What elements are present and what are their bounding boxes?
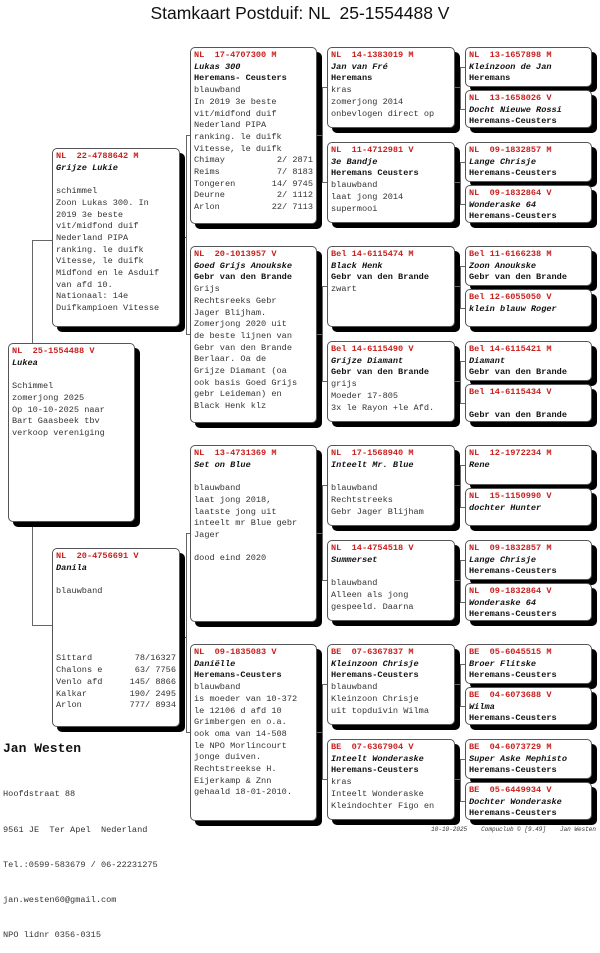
note-line: ook oma van 14-508: [194, 728, 287, 739]
result-row: [56, 665, 176, 677]
breeder: [12, 369, 131, 381]
owner-name: Jan Westen: [3, 741, 82, 756]
breeder: Heremans-Ceusters: [331, 765, 419, 776]
connector-line: [460, 507, 465, 508]
note-line: zwart: [331, 284, 357, 295]
ring-number: NL 17-4707300 M: [194, 50, 277, 60]
note-line: gebr Leideman) en: [194, 389, 282, 400]
pigeon-name: Lange Chrisje: [469, 554, 537, 565]
connector-line: [460, 308, 465, 309]
note-line: gehaald 18-01-2010.: [194, 787, 292, 798]
pigeon-name: Super Aske Mephisto: [469, 753, 567, 764]
result-race: Arlon: [56, 700, 82, 711]
pigeon-name: [469, 399, 588, 411]
pigeon-name: Black Henk: [331, 260, 383, 271]
pigeon-name: Diamant: [469, 355, 506, 366]
result-place: 78/16327: [134, 653, 176, 664]
ring-number: NL 20-4756691 V: [56, 551, 139, 561]
note-line: Kleinzoon Chrisje: [331, 693, 419, 704]
connector-line: [460, 162, 465, 163]
breeder: Gebr van den Brande: [469, 272, 567, 283]
ring-number: NL 11-4712981 V: [331, 145, 414, 155]
pigeon-name: Dochter Wonderaske: [469, 796, 562, 807]
pigeon-card-gg-grandparent[interactable]: [465, 47, 592, 87]
owner-city: 9561 JE Ter Apel Nederland: [3, 824, 148, 835]
connector-line: [460, 67, 465, 68]
note-line: laat jong 2014: [331, 191, 404, 202]
ring-number: BE 07-6367904 V: [331, 742, 414, 752]
breeder: Heremans-Ceusters: [469, 713, 557, 724]
result-race: Venlo afd: [56, 676, 103, 687]
connector-line: [460, 560, 465, 561]
pigeon-card-gg-grandparent[interactable]: [465, 687, 592, 725]
note-line: laat jong 2018,: [194, 494, 272, 505]
pigeon-name: dochter Hunter: [469, 502, 542, 513]
result-race: Chalons e: [56, 665, 103, 676]
pigeon-card-subject[interactable]: [8, 343, 135, 522]
note-line: Vitesse, le duifk: [56, 256, 144, 267]
note-line: Duifkampioen Vitesse: [56, 303, 160, 314]
breeder: [56, 574, 176, 586]
pigeon-name: Inteelt Wonderaske: [331, 753, 424, 764]
note-line: ook basis Goed Grijs: [194, 377, 298, 388]
note-line: gespeeld. Daarna: [331, 601, 414, 612]
note-line: Alleen als jong: [331, 589, 409, 600]
note-line: In 2019 3e beste: [194, 96, 277, 107]
note-line: blauwband: [331, 483, 378, 494]
breeder: Gebr van den Brande: [331, 272, 429, 283]
note-line: Gebr van den Brande: [194, 342, 292, 353]
connector-line: [322, 87, 327, 88]
result-row: [56, 677, 176, 689]
note-line: Grijze Diamant (oa: [194, 366, 287, 377]
note-line: blauwband: [56, 586, 103, 597]
pigeon-name: klein blauw Roger: [469, 303, 557, 314]
pigeon-name: Set on Blue: [194, 459, 251, 470]
ring-number: NL 09-1832864 V: [469, 188, 552, 198]
breeder: Heremans-Ceusters: [469, 670, 557, 681]
breeder: Gebr van den Brande: [331, 367, 429, 378]
owner-phone: Tel.:0599-583679 / 06-22231275: [3, 859, 158, 870]
pigeon-name: Wonderaske 64: [469, 597, 537, 608]
ring-number: BE 05-6449934 V: [469, 785, 552, 795]
result-place: 2/ 1112: [276, 190, 313, 201]
pigeon-card-grandparent[interactable]: [190, 47, 317, 224]
note-line: Jager: [194, 529, 220, 540]
result-row: [56, 689, 176, 701]
pigeon-name: Goed Grijs Anoukske: [194, 260, 292, 271]
connector-line: [455, 87, 460, 88]
connector-line: [460, 465, 461, 507]
note-line: grijs: [331, 379, 357, 390]
note-line: le NPO Morlincourt: [194, 740, 287, 751]
pigeon-card-great-grandparent[interactable]: [327, 246, 455, 327]
pigeon-card-great-grandparent[interactable]: [327, 47, 455, 128]
connector-line: [322, 684, 327, 685]
result-row: [194, 167, 313, 179]
owner-street: Hoofdstraat 88: [3, 789, 76, 800]
note-line: Midfond en le Asduif: [56, 268, 160, 279]
connector-line: [322, 485, 323, 580]
pigeon-name: Kleinzoon Chrisje: [331, 658, 419, 669]
connector-line: [322, 580, 327, 581]
note-line: le 12106 d afd 10: [194, 705, 282, 716]
pigeon-name: Kleinzoon de Jan: [469, 61, 552, 72]
ring-number: Bel 11-6166238 M: [469, 249, 552, 259]
result-race: Tongeren: [194, 178, 236, 189]
note-line: is moeder van 10-372: [194, 693, 298, 704]
connector-line: [186, 135, 190, 136]
pigeon-card-gg-grandparent[interactable]: [465, 782, 592, 820]
result-place: 145/ 8866: [129, 676, 176, 687]
pigeon-card-gg-grandparent[interactable]: [465, 341, 592, 381]
ring-number: NL 12-1972234 M: [469, 448, 552, 458]
breeder: Heremans-Ceusters: [194, 670, 282, 681]
results-table: [56, 653, 176, 712]
ring-number: BE 04-6073688 V: [469, 690, 552, 700]
note-line: ranking. le duifk: [194, 131, 282, 142]
pigeon-card-gg-grandparent[interactable]: [465, 644, 592, 684]
result-place: 63/ 7756: [134, 665, 176, 676]
note-line: blauwband: [194, 85, 241, 96]
note-line: Moeder 17-805: [331, 390, 399, 401]
connector-line: [322, 286, 327, 287]
pigeon-name: Docht Nieuwe Rossi: [469, 104, 562, 115]
note-line: onbevlogen direct op: [331, 108, 435, 119]
note-line: Eijerkamp & Znn: [194, 775, 272, 786]
connector-line: [460, 465, 465, 466]
connector-line: [322, 381, 327, 382]
result-place: 7/ 8183: [276, 167, 313, 178]
note-line: Rechtstreeks: [331, 494, 393, 505]
breeder: Heremans Ceusters: [331, 168, 419, 179]
note-line: van afd 10.: [56, 279, 113, 290]
ring-number: NL 15-1150990 V: [469, 491, 552, 501]
owner-address: [3, 766, 158, 953]
connector-line: [186, 533, 190, 534]
result-place: 2/ 2871: [276, 155, 313, 166]
pigeon-name: Jan van Fré: [331, 61, 388, 72]
result-row: [194, 190, 313, 202]
pigeon-name: Wonderaske 64: [469, 199, 537, 210]
ring-number: Bel 14-6115421 M: [469, 344, 552, 354]
connector-line: [186, 334, 190, 335]
ring-number: NL 09-1832864 V: [469, 586, 552, 596]
connector-line: [317, 135, 322, 136]
connector-line: [460, 162, 461, 204]
note-line: Zoon Lukas 300. In: [56, 197, 149, 208]
note-line: Nationaal: 14e: [56, 291, 129, 302]
note-line: Black Henk klz: [194, 401, 267, 412]
ring-number: NL 25-1554488 V: [12, 346, 95, 356]
note-line: dood eind 2020: [194, 553, 267, 564]
ring-number: NL 13-4731369 M: [194, 448, 277, 458]
ring-number: NL 14-1383019 M: [331, 50, 414, 60]
result-race: Deurne: [194, 190, 225, 201]
note-line: Berlaar. Oa de: [194, 354, 267, 365]
note-line: [194, 542, 313, 554]
result-row: [56, 700, 176, 712]
pigeon-name: Inteelt Mr. Blue: [331, 459, 414, 470]
connector-line: [32, 625, 52, 626]
pigeon-card-gg-grandparent[interactable]: [465, 540, 592, 580]
note-line: blauwband: [331, 180, 378, 191]
ring-number: Bel 14-6115490 V: [331, 344, 414, 354]
connector-line: [455, 381, 460, 382]
connector-line: [32, 527, 33, 625]
pigeon-card-dam[interactable]: [52, 548, 180, 727]
note-line: blauwband: [331, 682, 378, 693]
pigeon-name: Daniëlle: [194, 658, 236, 669]
note-line: Grijs: [194, 284, 220, 295]
pigeon-name: Lange Chrisje: [469, 156, 537, 167]
result-row: [194, 179, 313, 191]
connector-line: [32, 240, 52, 241]
connector-line: [322, 485, 327, 486]
breeder: Heremans- Ceusters: [194, 73, 287, 84]
results-table: [194, 155, 313, 214]
connector-line: [460, 361, 465, 362]
breeder: Gebr van den Brande: [469, 410, 567, 421]
pigeon-card-great-grandparent[interactable]: [327, 341, 455, 422]
note-line: blauwband: [194, 483, 241, 494]
result-race: Reims: [194, 167, 220, 178]
note-line: Bart Gaasbeek tbv: [12, 416, 100, 427]
note-line: Nederland PIPA: [194, 120, 267, 131]
pigeon-name: Danila: [56, 562, 87, 573]
ring-number: Bel 12-6055050 V: [469, 292, 552, 302]
pigeon-card-great-grandparent[interactable]: [327, 739, 455, 820]
pigeon-card-gg-grandparent[interactable]: [465, 384, 592, 422]
note-line: kras: [331, 85, 352, 96]
result-place: 14/ 9745: [271, 178, 313, 189]
software-credit: Compuclub © [9.49]: [481, 826, 546, 833]
ring-number: NL 09-1835083 V: [194, 647, 277, 657]
note-line: vit/midfond duif: [194, 108, 277, 119]
connector-line: [322, 87, 323, 182]
connector-line: [322, 182, 327, 183]
connector-line: [460, 664, 461, 706]
connector-line: [322, 286, 323, 381]
connector-line: [460, 109, 465, 110]
pigeon-card-gg-grandparent[interactable]: [465, 583, 592, 621]
pigeon-card-sire[interactable]: [52, 148, 180, 327]
result-race: Kalkar: [56, 688, 87, 699]
result-row: [194, 202, 313, 214]
connector-line: [460, 602, 465, 603]
result-place: 190/ 2495: [129, 688, 176, 699]
breeder: Heremans-Ceusters: [469, 116, 557, 127]
ring-number: NL 13-1658026 V: [469, 93, 552, 103]
connector-line: [317, 334, 322, 335]
pigeon-card-gg-grandparent[interactable]: [465, 289, 592, 327]
note-line: jonge duiven.: [194, 752, 262, 763]
connector-line: [455, 580, 460, 581]
pigeon-card-great-grandparent[interactable]: [327, 445, 455, 526]
pigeon-card-gg-grandparent[interactable]: [465, 142, 592, 182]
pigeon-name: Rene: [469, 459, 490, 470]
note-line: blauwband: [194, 682, 241, 693]
pigeon-name: 3e Bandje: [331, 156, 378, 167]
result-place: 777/ 8934: [129, 700, 176, 711]
result-race: Arlon: [194, 202, 220, 213]
breeder: Heremans: [469, 73, 511, 84]
breeder: Heremans-Ceusters: [469, 609, 557, 620]
pigeon-card-great-grandparent[interactable]: [327, 644, 455, 725]
note-line: Gebr Jager Blijham: [331, 506, 424, 517]
connector-line: [455, 182, 460, 183]
pigeon-card-grandparent[interactable]: [190, 246, 317, 423]
note-line: supermooi: [331, 203, 378, 214]
connector-line: [460, 706, 465, 707]
connector-line: [460, 67, 461, 109]
connector-line: [322, 779, 327, 780]
note-line: Kleindochter Figo en: [331, 800, 435, 811]
connector-line: [455, 779, 460, 780]
breeder: Heremans-Ceusters: [469, 808, 557, 819]
ring-number: Bel 14-6115434 V: [469, 387, 552, 397]
result-race: Sittard: [56, 653, 93, 664]
connector-line: [460, 361, 461, 403]
note-line: uit topduivin Wilma: [331, 705, 429, 716]
breeder: Heremans-Ceusters: [469, 211, 557, 222]
note-line: Zomerjong 2020 uit: [194, 319, 287, 330]
print-date: 10-10-2025: [431, 826, 468, 833]
connector-line: [322, 684, 323, 779]
owner-email: jan.westen60@gmail.com: [3, 894, 117, 905]
connector-line: [460, 403, 465, 404]
note-line: verkoop vereniging: [12, 427, 105, 438]
pigeon-name: Lukas 300: [194, 61, 241, 72]
note-line: Jager Blijham.: [194, 307, 267, 318]
ring-number: NL 09-1832857 M: [469, 145, 552, 155]
note-line: 2019 3e beste: [56, 209, 124, 220]
note-line: schimmel: [56, 186, 98, 197]
result-row: [56, 653, 176, 665]
pigeon-name: Wilma: [469, 701, 495, 712]
ring-number: NL 09-1832857 M: [469, 543, 552, 553]
note-line: 3x le Rayon +le Afd.: [331, 402, 435, 413]
ring-number: NL 17-1568940 M: [331, 448, 414, 458]
ring-number: NL 22-4788642 M: [56, 151, 139, 161]
ring-number: NL 20-1013957 V: [194, 249, 277, 259]
note-line: inteelt mr Blue gebr: [194, 518, 298, 529]
pigeon-name: Lukea: [12, 357, 38, 368]
connector-line: [186, 732, 190, 733]
breeder: Heremans-Ceusters: [469, 168, 557, 179]
note-line: kras: [331, 777, 352, 788]
breeder: Gebr van den Brande: [469, 367, 567, 378]
note-line: Op 10-10-2025 naar: [12, 404, 105, 415]
ring-number: Bel 14-6115474 M: [331, 249, 414, 259]
connector-line: [460, 266, 461, 308]
breeder: [331, 471, 451, 483]
breeder: Heremans-Ceusters: [469, 566, 557, 577]
pigeon-card-grandparent[interactable]: [190, 445, 317, 622]
ring-number: NL 14-4754518 V: [331, 543, 414, 553]
pigeon-card-gg-grandparent[interactable]: [465, 445, 592, 485]
pigeon-card-gg-grandparent[interactable]: [465, 90, 592, 128]
note-line: vit/midfond duif: [56, 221, 139, 232]
note-line: zomerjong 2014: [331, 96, 404, 107]
ring-number: BE 05-6045515 M: [469, 647, 552, 657]
connector-line: [186, 135, 187, 334]
pigeon-card-gg-grandparent[interactable]: [465, 739, 592, 779]
connector-line: [317, 533, 322, 534]
pigeon-name: Grijze Lukie: [56, 162, 118, 173]
note-line: Vitesse, le duifk: [194, 143, 282, 154]
pigeon-name: Summerset: [331, 554, 378, 565]
connector-line: [460, 759, 461, 801]
connector-line: [460, 759, 465, 760]
breeder: [331, 566, 451, 578]
connector-line: [186, 533, 187, 732]
result-row: [194, 155, 313, 167]
note-line: Inteelt Wonderaske: [331, 788, 424, 799]
pigeon-card-gg-grandparent[interactable]: [465, 185, 592, 223]
breeder: Gebr van den Brande: [194, 272, 292, 283]
breeder: [194, 471, 313, 483]
breeder: Heremans: [331, 73, 373, 84]
note-line: laatste jong uit: [194, 506, 277, 517]
pigeon-name: Zoon Anoukske: [469, 260, 537, 271]
connector-line: [455, 684, 460, 685]
breeder: [56, 174, 176, 186]
pigeon-card-great-grandparent[interactable]: [327, 142, 455, 223]
connector-line: [460, 664, 465, 665]
print-credit: [417, 826, 596, 833]
connector-line: [455, 485, 460, 486]
connector-line: [455, 286, 460, 287]
connector-line: [460, 801, 465, 802]
note-line: Grimbergen en o.a.: [194, 717, 287, 728]
owner-member-number: NPO lidnr 0356-0315: [3, 929, 101, 940]
page-title: Stamkaart Postduif: NL 25-1554488 V: [150, 3, 450, 23]
note-line: Rechtsreeks Gebr: [194, 295, 277, 306]
connector-line: [32, 240, 33, 343]
pigeon-name: Grijze Diamant: [331, 355, 404, 366]
connector-line: [460, 266, 465, 267]
pigeon-card-great-grandparent[interactable]: [327, 540, 455, 621]
note-line: ranking. le duifk: [56, 244, 144, 255]
ring-number: BE 04-6073729 M: [469, 742, 552, 752]
connector-line: [460, 560, 461, 602]
note-line: Schimmel: [12, 381, 54, 392]
pigeon-card-gg-grandparent[interactable]: [465, 488, 592, 526]
note-line: blauwband: [331, 578, 378, 589]
pigeon-name: Broer Flitske: [469, 658, 537, 669]
pigeon-card-gg-grandparent[interactable]: [465, 246, 592, 286]
breeder: Heremans-Ceusters: [331, 670, 419, 681]
note-line: Nederland PIPA: [56, 232, 129, 243]
result-race: Chimay: [194, 155, 225, 166]
pigeon-card-grandparent[interactable]: [190, 644, 317, 821]
connector-line: [317, 732, 322, 733]
ring-number: BE 07-6367837 M: [331, 647, 414, 657]
breeder: Heremans-Ceusters: [469, 765, 557, 776]
result-place: 22/ 7113: [271, 202, 313, 213]
connector-line: [460, 204, 465, 205]
note-line: Rechtstreekse H.: [194, 764, 277, 775]
credit-owner: Jan Westen: [559, 826, 596, 833]
note-line: zomerjong 2025: [12, 392, 85, 403]
ring-number: NL 13-1657898 M: [469, 50, 552, 60]
note-line: de beste lijnen van: [194, 330, 292, 341]
